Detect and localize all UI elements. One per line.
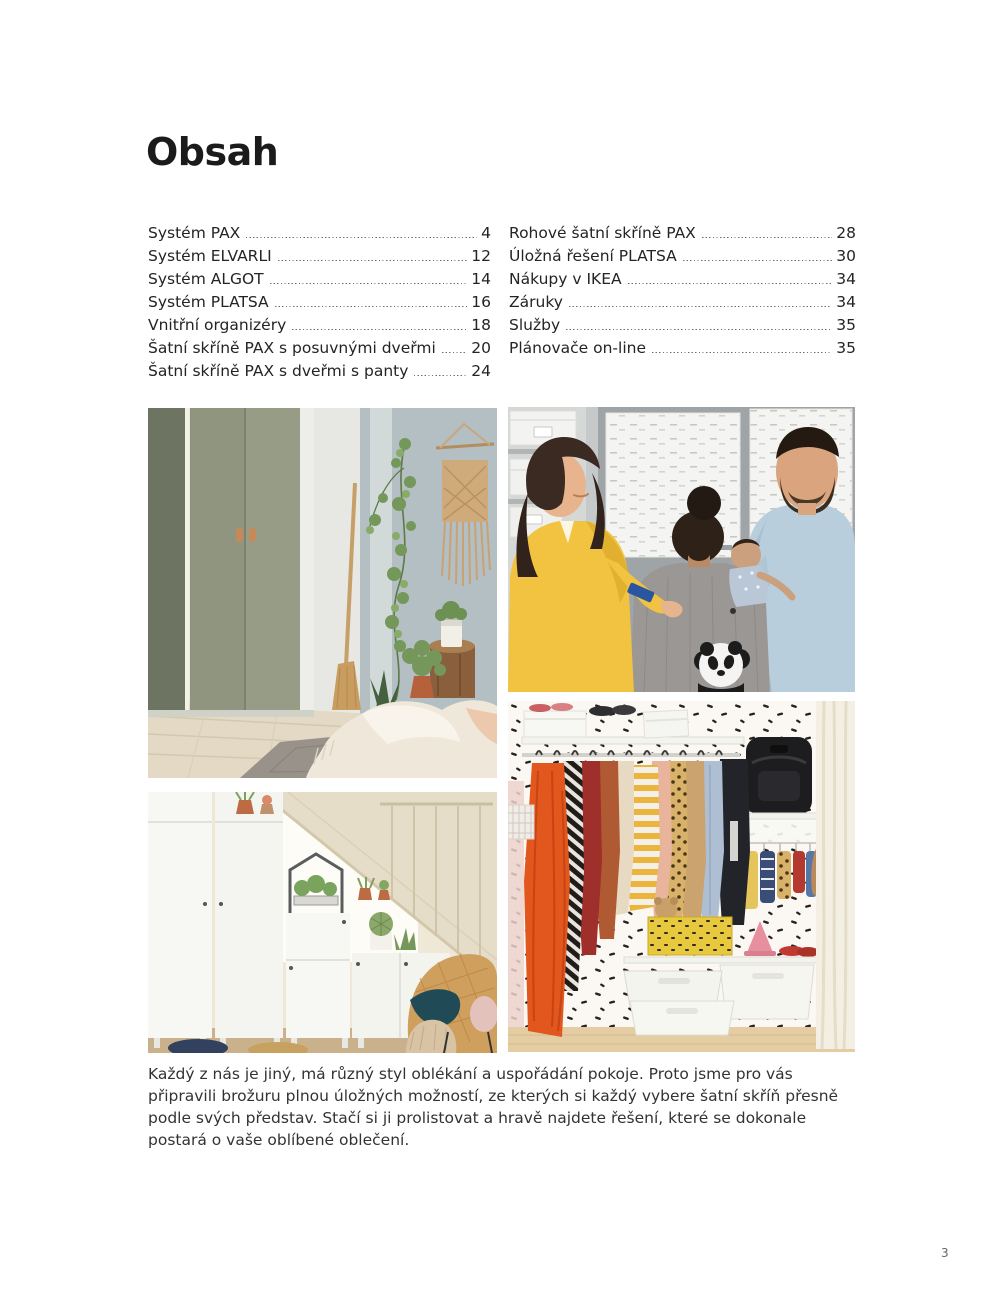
dotted-leader xyxy=(569,305,832,307)
toc-entry-system-pax[interactable] xyxy=(148,219,491,242)
toc-label: Systém PLATSA xyxy=(148,293,269,311)
toc-page-number: 14 xyxy=(471,270,491,288)
wire-basket xyxy=(508,805,534,839)
table-of-contents xyxy=(148,219,856,380)
toc-page-number: 24 xyxy=(471,362,491,380)
toc-page-number: 35 xyxy=(836,339,856,357)
toc-entry-warranties[interactable] xyxy=(509,288,856,311)
toc-page-number: 18 xyxy=(471,316,491,334)
toc-page-number: 34 xyxy=(836,293,856,311)
toc-page-number: 16 xyxy=(471,293,491,311)
toc-page-number: 4 xyxy=(481,224,491,242)
toc-column-right xyxy=(509,219,856,380)
dotted-leader xyxy=(566,328,832,330)
curtain xyxy=(816,701,855,1049)
toc-label: Úložná řešení PLATSA xyxy=(509,247,677,265)
dotted-leader xyxy=(442,351,467,353)
toc-page-number: 35 xyxy=(836,316,856,334)
toc-entry-organizers[interactable] xyxy=(148,311,491,334)
dotted-leader xyxy=(275,305,468,307)
toc-label: Šatní skříně PAX s posuvnými dveřmi xyxy=(148,339,436,357)
toc-entry-services[interactable] xyxy=(509,311,856,334)
dotted-leader xyxy=(270,282,468,284)
backpack xyxy=(738,737,822,819)
toc-entry-platsa-storage[interactable] xyxy=(509,242,856,265)
wristwatch xyxy=(730,608,736,614)
dotted-leader xyxy=(652,351,832,353)
toc-page-number: 30 xyxy=(836,247,856,265)
leather-handle xyxy=(249,528,256,542)
leather-handle xyxy=(236,528,243,542)
toc-page-number: 34 xyxy=(836,270,856,288)
intro-paragraph: Každý z nás je jiný, má různý styl oblékání a uspořádání pokoje. Proto jsme pro vás připravili brožuru plnou úložných možností, ze kterých si každý vybere šatní skříň přesně podle svých představ. Stačí si ji prolistovat a hravě najdete řešení, které se dokonale postará o vaše oblíbené oblečení. xyxy=(148,1065,839,1149)
photo-open-wardrobe-clothes xyxy=(508,701,855,1052)
toc-label: Systém ALGOT xyxy=(148,270,264,288)
toc-label: Služby xyxy=(509,316,561,334)
toc-page-number: 28 xyxy=(836,224,856,242)
dotted-leader xyxy=(278,259,468,261)
toc-label: Vnitřní organizéry xyxy=(148,316,287,334)
toc-label: Systém PAX xyxy=(148,224,241,242)
toc-entry-planners-online[interactable] xyxy=(509,334,856,357)
kids-rail-clothes xyxy=(736,821,829,909)
toc-label: Šatní skříně PAX s dveřmi s panty xyxy=(148,362,409,380)
toc-label: Záruky xyxy=(509,293,563,311)
photo-bedroom-green-pax xyxy=(148,408,497,778)
dotted-leader xyxy=(414,374,467,376)
page-title: Obsah xyxy=(146,130,279,174)
toc-label: Systém ELVARLI xyxy=(148,247,272,265)
toc-entry-shopping-ikea[interactable] xyxy=(509,265,856,288)
dotted-leader xyxy=(702,236,832,238)
dotted-leader xyxy=(683,259,833,261)
toc-label: Plánovače on-line xyxy=(509,339,646,357)
photo-ikea-store-consultation xyxy=(508,407,855,692)
dotted-leader xyxy=(246,236,477,238)
toc-label: Nákupy v IKEA xyxy=(509,270,622,288)
toc-page-number: 20 xyxy=(471,339,491,357)
photo-platsa-under-stairs xyxy=(148,792,497,1053)
page-number: 3 xyxy=(941,1246,949,1260)
toc-column-left xyxy=(148,219,491,380)
toc-entry-system-algot[interactable] xyxy=(148,265,491,288)
toc-page-number: 12 xyxy=(471,247,491,265)
toc-entry-corner-pax[interactable] xyxy=(509,219,856,242)
toc-label: Rohové šatní skříně PAX xyxy=(509,224,696,242)
toc-entry-pax-sliding-doors[interactable] xyxy=(148,334,491,357)
toc-entry-system-elvarli[interactable] xyxy=(148,242,491,265)
toc-entry-pax-hinged-doors[interactable] xyxy=(148,357,491,380)
photo-grid xyxy=(148,408,855,1053)
pax-wardrobe-green-doors xyxy=(148,408,314,717)
dotted-leader xyxy=(628,282,833,284)
dotted-leader xyxy=(292,328,467,330)
toc-entry-system-platsa[interactable] xyxy=(148,288,491,311)
